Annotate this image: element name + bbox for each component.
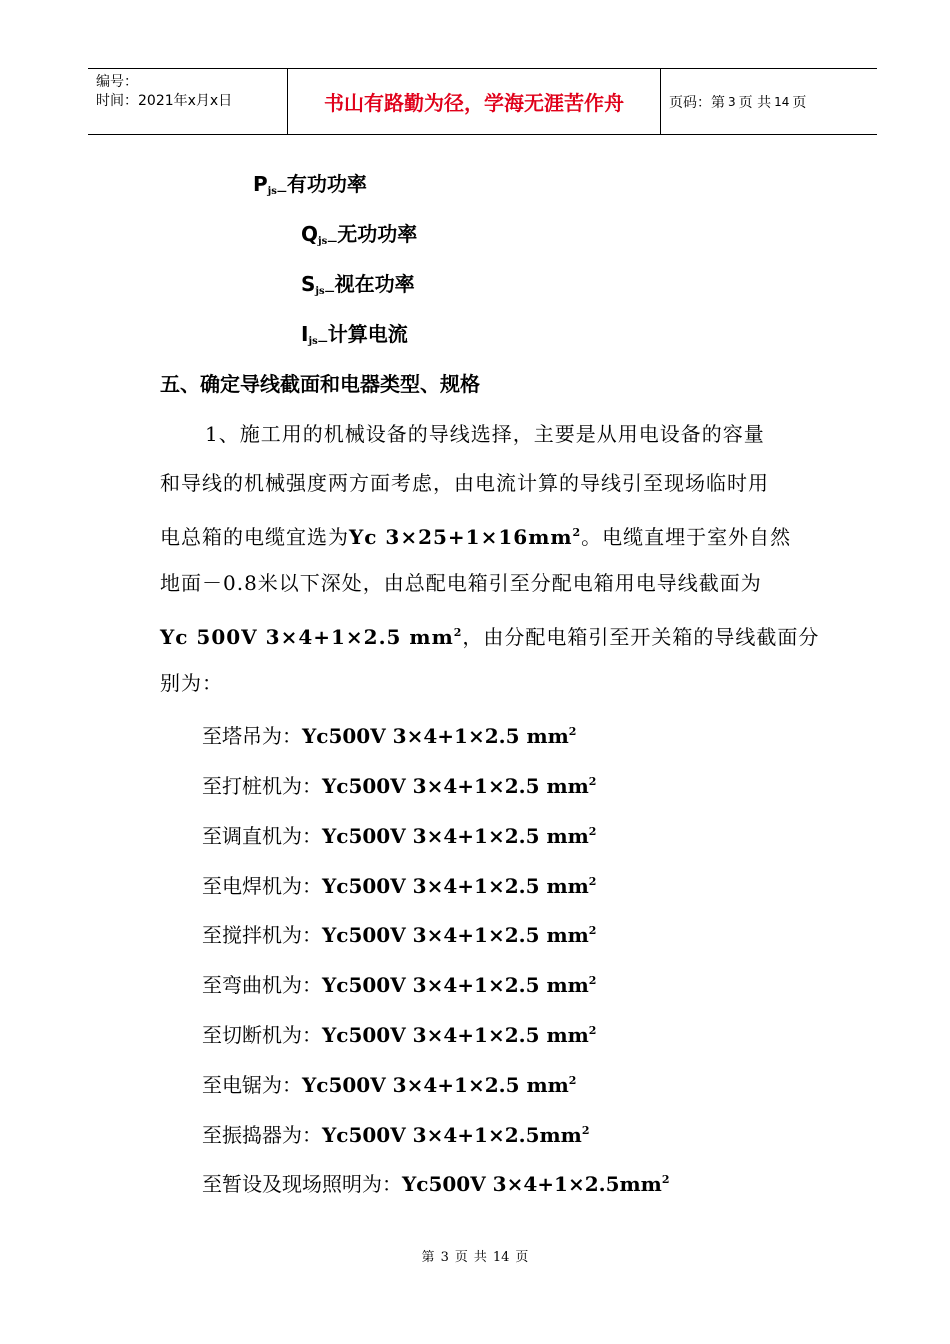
cable-spec-distribution: Yc 500V 3×4+1×2.5 $mm^2$ (160, 625, 463, 649)
item-label: 至电焊机为： (202, 874, 322, 898)
footer-text: 第 (421, 1250, 435, 1265)
footer-page-number: 3 (440, 1250, 449, 1265)
definition-symbol: I (301, 322, 309, 346)
item-spec: Yc500V 3×4+1×2.5 $mm^2$ (322, 824, 597, 848)
list-item (202, 967, 596, 999)
item-label: 至打桩机为： (202, 774, 322, 798)
definition-text: 计算电流 (327, 322, 408, 346)
paragraph-text: ，由分配电箱引至开关箱的导线截面分 (462, 625, 820, 649)
definition-s (301, 270, 415, 306)
definition-symbol: S (301, 272, 316, 296)
page-suffix: 页 (792, 94, 807, 111)
page-header (88, 68, 877, 135)
header-meta (88, 69, 288, 134)
item-spec: Yc500V 3×4+1×2.5 $mm^2$ (322, 923, 597, 947)
list-item (202, 1067, 576, 1099)
paragraph-line-5 (160, 619, 819, 651)
definition-subscript: js— (308, 336, 328, 347)
header-page-info (661, 69, 877, 134)
item-spec: Yc500V 3×4+1×2.5 $mm^2$ (322, 1023, 597, 1047)
definition-i (301, 320, 408, 356)
section-heading: 五、确定导线截面和电器类型、规格 (160, 372, 480, 396)
doc-code-label: 编号： (96, 74, 138, 90)
definition-text: 有功功率 (286, 172, 367, 196)
page-footer (0, 1246, 950, 1265)
paragraph-text: 电总箱的电缆宜选为 (160, 525, 349, 549)
definition-subscript: js— (315, 286, 335, 297)
item-label: 至电锯为： (202, 1073, 302, 1097)
item-label: 至调直机为： (202, 824, 322, 848)
footer-page-total: 14 (492, 1250, 510, 1265)
item-spec: Yc500V $3\times 4+1\times 2.5mm^2$ (402, 1172, 670, 1196)
item-spec: Yc500V 3×4+1×2.5 $mm^2$ (302, 724, 577, 748)
page-mid: 页 共 (738, 94, 772, 111)
definition-p (253, 170, 367, 206)
doc-time-label: 时间：2021年x月x日 (96, 93, 233, 109)
item-spec: Yc500V 3×4+1×2.5 $mm^2$ (322, 973, 597, 997)
definition-symbol: P (253, 172, 268, 196)
item-label: 至塔吊为： (202, 724, 302, 748)
paragraph-line-6: 别为： (160, 671, 223, 695)
definition-q (301, 220, 417, 256)
footer-text: 页 (454, 1250, 468, 1265)
page-total: 14 (774, 94, 790, 109)
item-spec: Yc500V 3×4+1×2.5 $mm^2$ (322, 874, 597, 898)
paragraph-line-3 (160, 519, 791, 551)
list-item (202, 768, 596, 800)
footer-text: 共 (473, 1250, 487, 1265)
definition-text: 无功功率 (337, 222, 418, 246)
item-label: 至切断机为： (202, 1023, 322, 1047)
list-item (202, 718, 576, 750)
definition-subscript: js— (318, 236, 338, 247)
definition-symbol: Q (301, 222, 319, 246)
item-spec: Yc500V 3×4+1×2.5 $mm^2$ (322, 774, 597, 798)
item-label: 至暂设及现场照明为： (202, 1172, 402, 1196)
definition-subscript: js— (267, 186, 287, 197)
list-item (202, 818, 596, 850)
paragraph-line-2: 和导线的机械强度两方面考虑，由电流计算的导线引至现场临时用 (160, 471, 769, 495)
footer-text: 页 (515, 1250, 529, 1265)
item-spec: Yc500V 3×4+1×2.5 $mm^2$ (302, 1073, 577, 1097)
list-item (202, 1117, 589, 1149)
definition-text: 视在功率 (334, 272, 415, 296)
item-spec: Yc500V $3\times 4+1\times 2.5mm^2$ (322, 1123, 590, 1147)
list-item (202, 1166, 669, 1198)
list-item (202, 868, 596, 900)
paragraph-text: 。电缆直埋于室外自然 (581, 525, 792, 549)
item-label: 至弯曲机为： (202, 973, 322, 997)
paragraph-line-1: 1、施工用的机械设备的导线选择，主要是从用电设备的容量 (205, 422, 765, 446)
list-item (202, 1017, 596, 1049)
item-label: 至搅拌机为： (202, 923, 322, 947)
list-item (202, 917, 596, 949)
cable-spec-main: Yc $3\times 25+1\times 16mm^2$ (349, 525, 582, 549)
page-prefix: 页码：第 (669, 94, 725, 111)
page-number: 3 (728, 94, 736, 109)
item-label: 至振捣器为： (202, 1123, 322, 1147)
paragraph-line-4: 地面－0.8米以下深处，由总配电箱引至分配电箱用电导线截面为 (160, 571, 762, 595)
header-motto: 书山有路勤为径，学海无涯苦作舟 (288, 69, 661, 134)
